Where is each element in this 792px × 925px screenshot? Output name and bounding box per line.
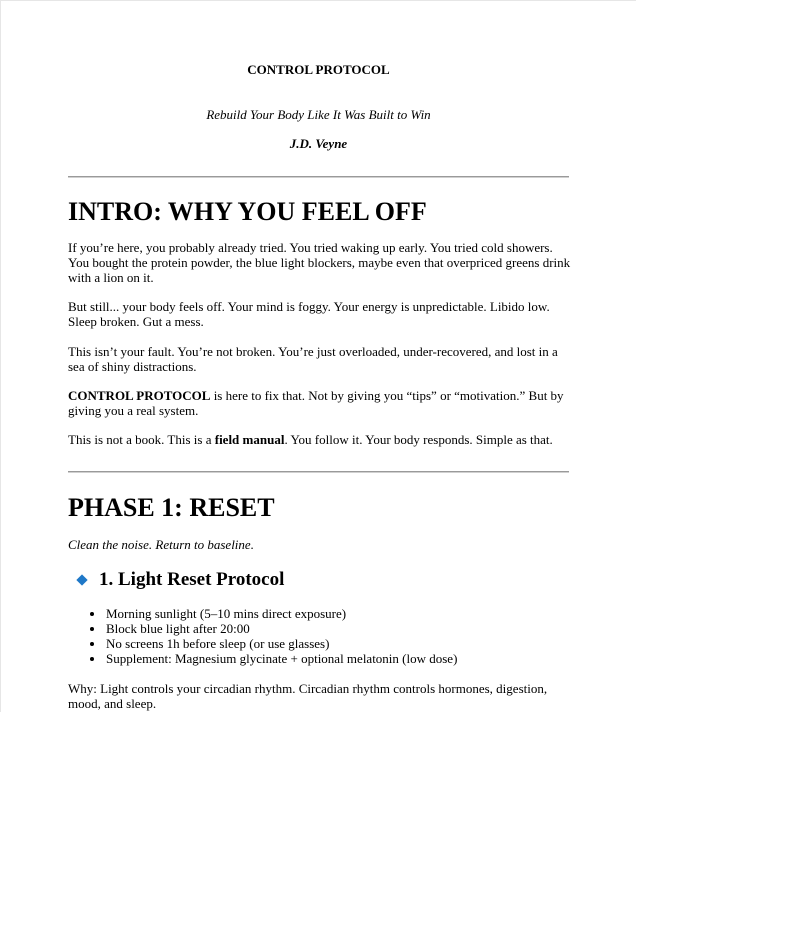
intro-paragraph-1: If you’re here, you probably already tried. You tried waking up early. You tried cold showers. You bought the protein powder, the blue light blockers, maybe even that overpriced greens drink with a lion on it. <box>68 240 571 285</box>
intro-paragraph-4-bold: CONTROL PROTOCOL <box>68 388 211 403</box>
list-item <box>68 621 457 636</box>
intro-paragraph-4-text: is here to fix that. Not by giving you “tips” or “motivation.” But by giving you a real system. <box>68 388 564 418</box>
intro-paragraph-3: This isn’t your fault. You’re not broken. You’re just overloaded, under-recovered, and lost in a sea of shiny distractions. <box>68 344 558 374</box>
document-subtitle: Rebuild Your Body Like It Was Built to Win <box>206 107 431 122</box>
section1-heading-text: 1. Light Reset Protocol <box>99 569 285 590</box>
list-item <box>68 606 457 621</box>
diamond-icon <box>76 574 87 585</box>
intro-paragraph-2: But still... your body feels off. Your mind is foggy. Your energy is unpredictable. Libido low. Sleep broken. Gut a mess. <box>68 299 550 329</box>
horizontal-rule <box>68 471 569 473</box>
bullet-dot-icon <box>90 657 94 661</box>
list-item-text: No screens 1h before sleep (or use glasses) <box>106 636 330 651</box>
list-item <box>68 651 457 666</box>
section1-bullet-list <box>68 606 457 666</box>
list-item-text: Supplement: Magnesium glycinate + optional melatonin (low dose) <box>106 651 458 666</box>
bullet-dot-icon <box>90 612 94 616</box>
phase1-heading: PHASE 1: RESET <box>68 493 275 522</box>
list-item-text: Block blue light after 20:00 <box>106 621 250 636</box>
intro-paragraph-5-bold: field manual <box>214 432 285 447</box>
intro-paragraph-4 <box>68 388 573 418</box>
document-author: J.D. Veyne <box>289 136 348 151</box>
intro-heading: INTRO: WHY YOU FEEL OFF <box>68 197 427 226</box>
bullet-dot-icon <box>90 627 94 631</box>
intro-paragraph-5-post: . You follow it. Your body responds. Simple as that. <box>284 432 553 447</box>
document-title: CONTROL PROTOCOL <box>247 62 390 77</box>
section1-why-paragraph: Why: Light controls your circadian rhythm. Circadian rhythm controls hormones, digestion, mood, and sleep. <box>68 681 548 711</box>
list-item <box>68 636 457 651</box>
section1-heading <box>75 569 284 591</box>
intro-paragraph-5-pre: This is not a book. This is a <box>68 432 215 447</box>
list-item-text: Morning sunlight (5–10 mins direct exposure) <box>106 606 347 621</box>
phase1-tagline: Clean the noise. Return to baseline. <box>68 537 254 552</box>
bullet-dot-icon <box>90 642 94 646</box>
intro-paragraph-5 <box>68 432 573 447</box>
horizontal-rule <box>68 176 569 178</box>
